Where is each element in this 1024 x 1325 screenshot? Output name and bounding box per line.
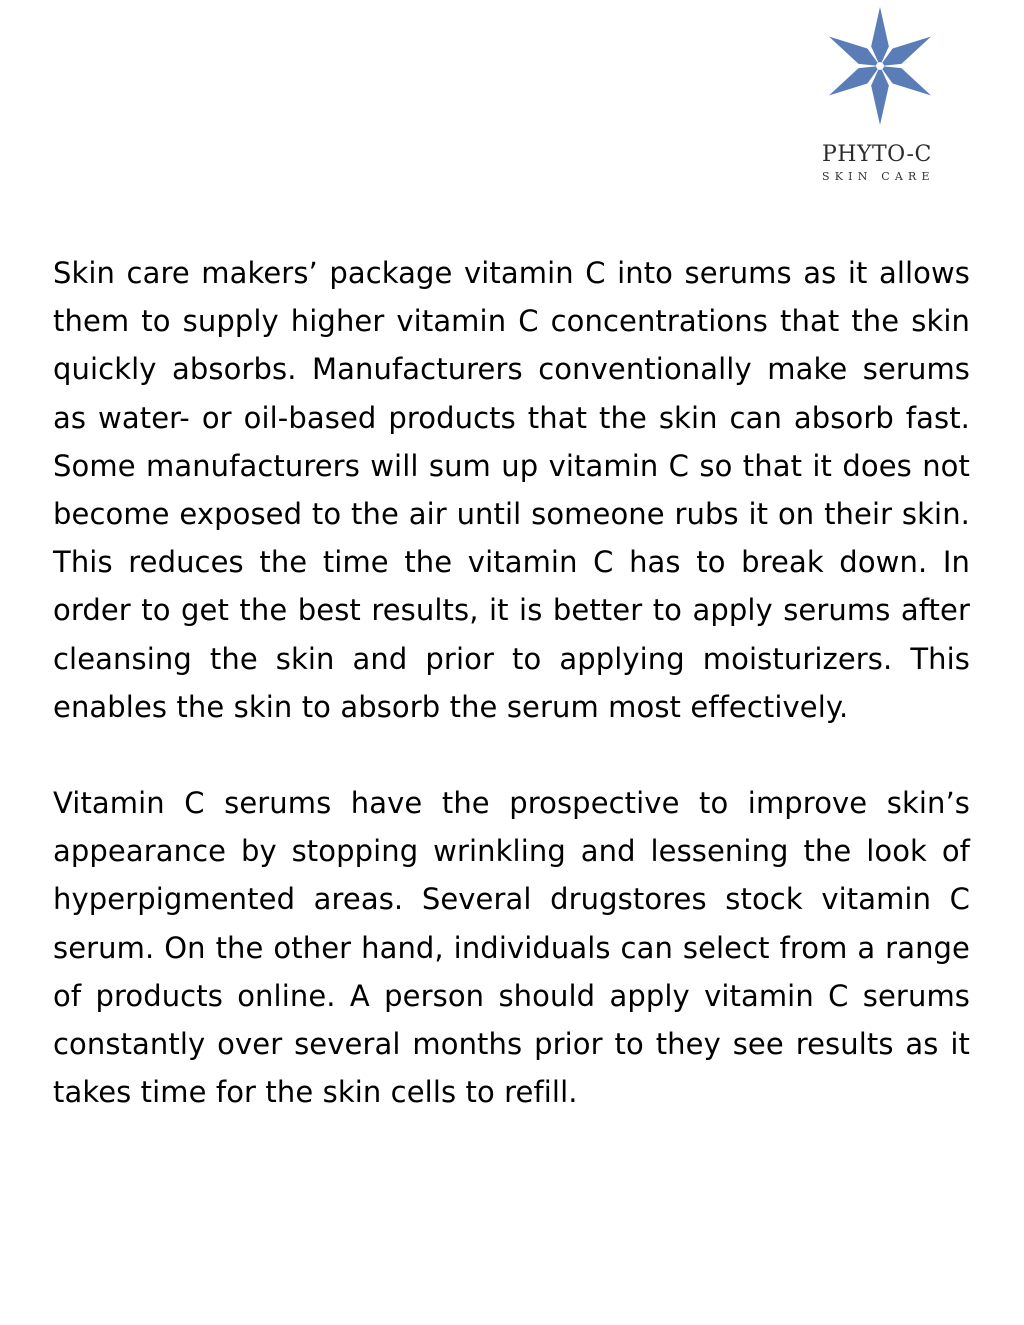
six-point-star-logo-icon [821, 4, 939, 128]
brand-tagline: SKIN CARE [822, 170, 935, 183]
brand-name: PHYTO-C [822, 142, 932, 167]
paragraph-serum-packaging: Skin care makers’ package vitamin C into serums as it allows them to supply higher vitamin C concentrations that the skin quickly absorbs. Manufacturers conventionally make serums as water- or oil-based products that the skin can absorb fast. Some manufacturers will sum up vitamin C so that it does not become exposed to the air until someone rubs it on their skin. This reduces the time the vitamin C has to break down. In order to get the best results, it is better to apply serums after cleansing the skin and prior to applying moisturizers. This enables the skin to absorb the serum most effectively. [53, 256, 970, 724]
paragraph-serum-benefits: Vitamin C serums have the prospective to improve skin’s appearance by stopping wrinkling and lessening the look of hyperpigmented areas. Several drugstores stock vitamin C serum. On the other hand, individuals can select from a range of products online. A person should apply vitamin C serums constantly over several months prior to they see results as it takes time for the skin cells to refill. [53, 786, 970, 1110]
document-body [53, 249, 970, 1116]
